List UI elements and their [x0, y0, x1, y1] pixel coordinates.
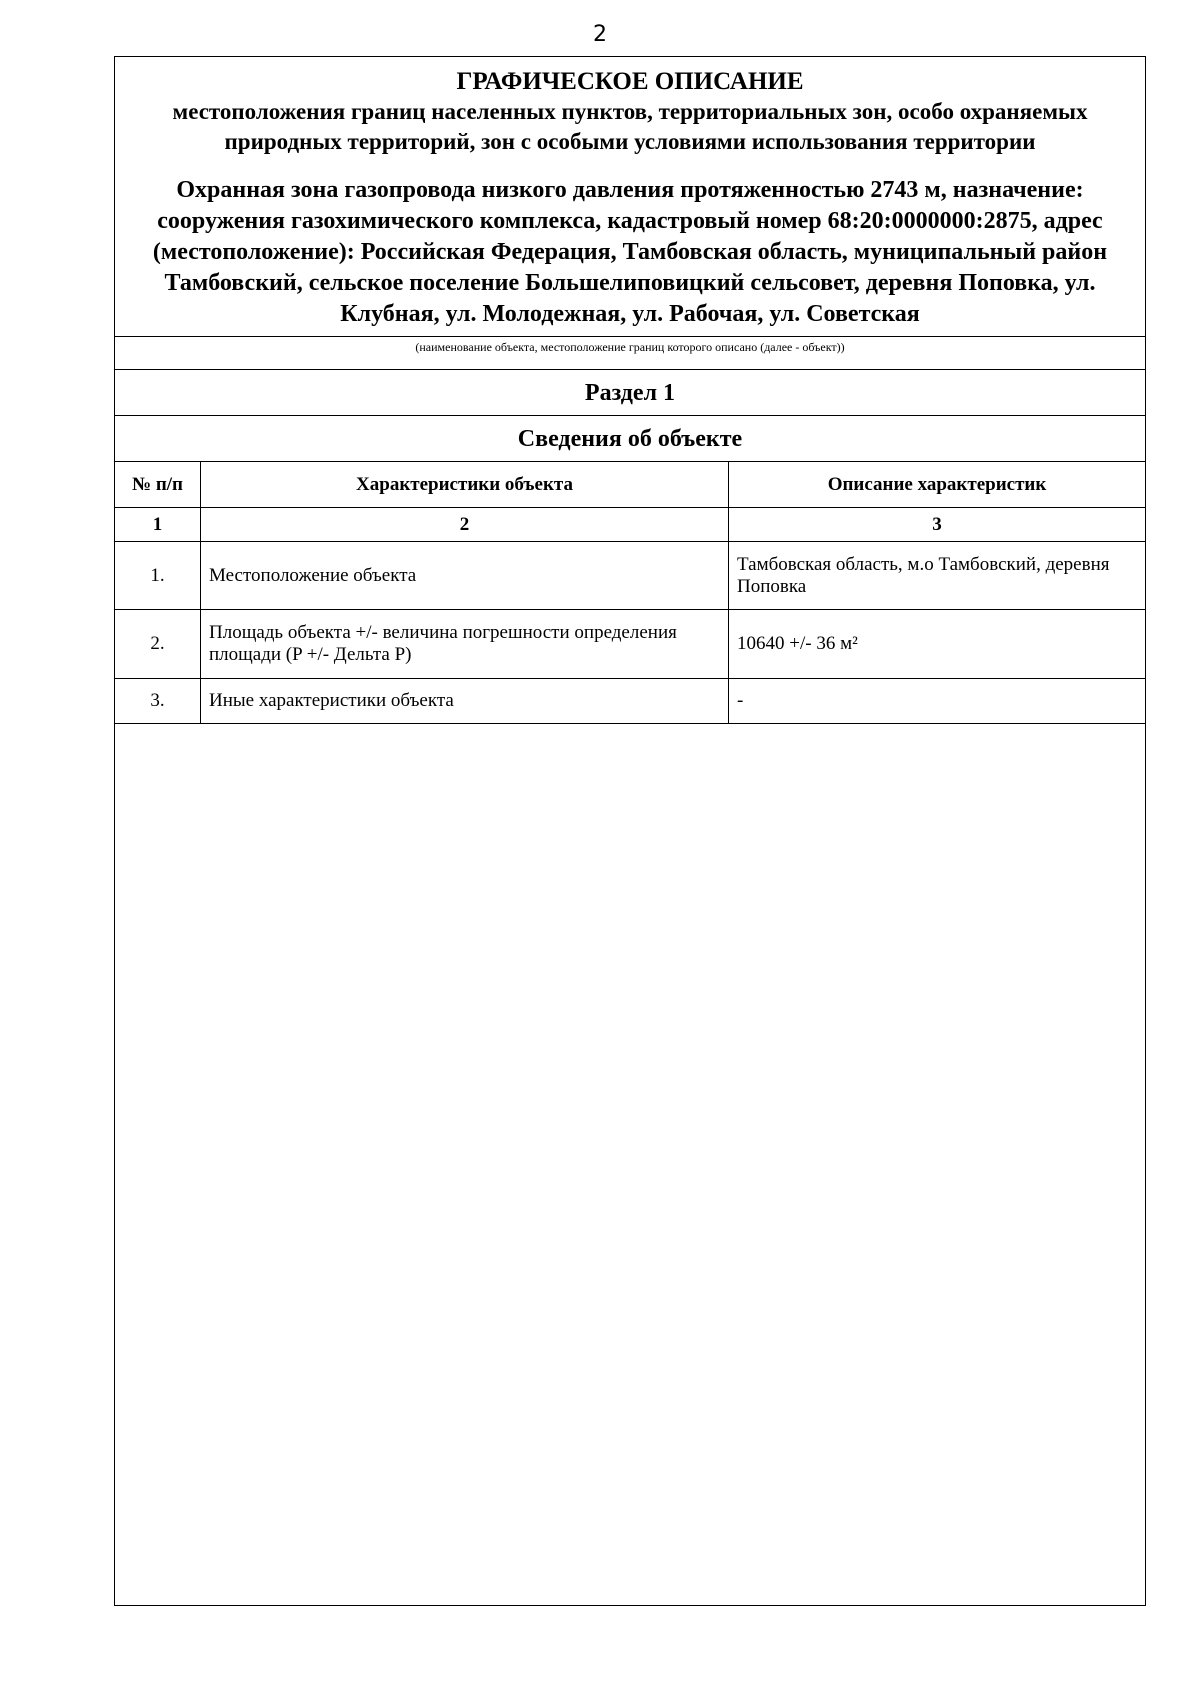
object-name-caption: (наименование объекта, местоположение границ которого описано (далее - объект)) [115, 336, 1145, 369]
column-number-1: 1 [115, 508, 201, 542]
row-description: - [729, 679, 1146, 724]
table-header-row [115, 462, 1145, 508]
column-header-description: Описание характеристик [729, 462, 1146, 508]
table-row [115, 610, 1145, 679]
section-title: Сведения об объекте [115, 415, 1145, 461]
row-number: 3. [115, 679, 201, 724]
document-frame [114, 56, 1146, 1606]
table-row [115, 542, 1145, 610]
row-number: 2. [115, 610, 201, 679]
object-name: Охранная зона газопровода низкого давления протяженностью 2743 м, назначение: сооружения газохимического комплекса, кадастровый номер 68:20:0000000:2875, адрес (местоположение): Российская Федерация, Тамбовская область, муниципальный район Тамбовский, сельское поселение Большелиповицкий сельсовет, деревня Поповка, ул. Клубная, ул. Молодежная, ул. Рабочая, ул. Советская [152, 177, 1108, 327]
column-number-3: 3 [729, 508, 1146, 542]
section-label: Раздел 1 [115, 369, 1145, 415]
row-description: 10640 +/- 36 м² [729, 610, 1146, 679]
document-subtitle: местоположения границ населенных пунктов, территориальных зон, особо охраняемых природных территорий, зон с особыми условиями использования территории [172, 99, 1088, 154]
row-characteristic: Площадь объекта +/- величина погрешности определения площади (P +/- Дельта P) [201, 610, 729, 679]
row-characteristic: Местоположение объекта [201, 542, 729, 610]
column-header-number: № п/п [115, 462, 201, 508]
document-header [115, 57, 1145, 336]
table-row [115, 679, 1145, 724]
row-characteristic: Иные характеристики объекта [201, 679, 729, 724]
row-description: Тамбовская область, м.о Тамбовский, деревня Поповка [729, 542, 1146, 610]
document-title: ГРАФИЧЕСКОЕ ОПИСАНИЕ [456, 68, 804, 95]
object-info-table [115, 461, 1145, 724]
column-number-2: 2 [201, 508, 729, 542]
column-numbers-row [115, 508, 1145, 542]
page-number: 2 [593, 22, 607, 47]
column-header-characteristic: Характеристики объекта [201, 462, 729, 508]
row-number: 1. [115, 542, 201, 610]
